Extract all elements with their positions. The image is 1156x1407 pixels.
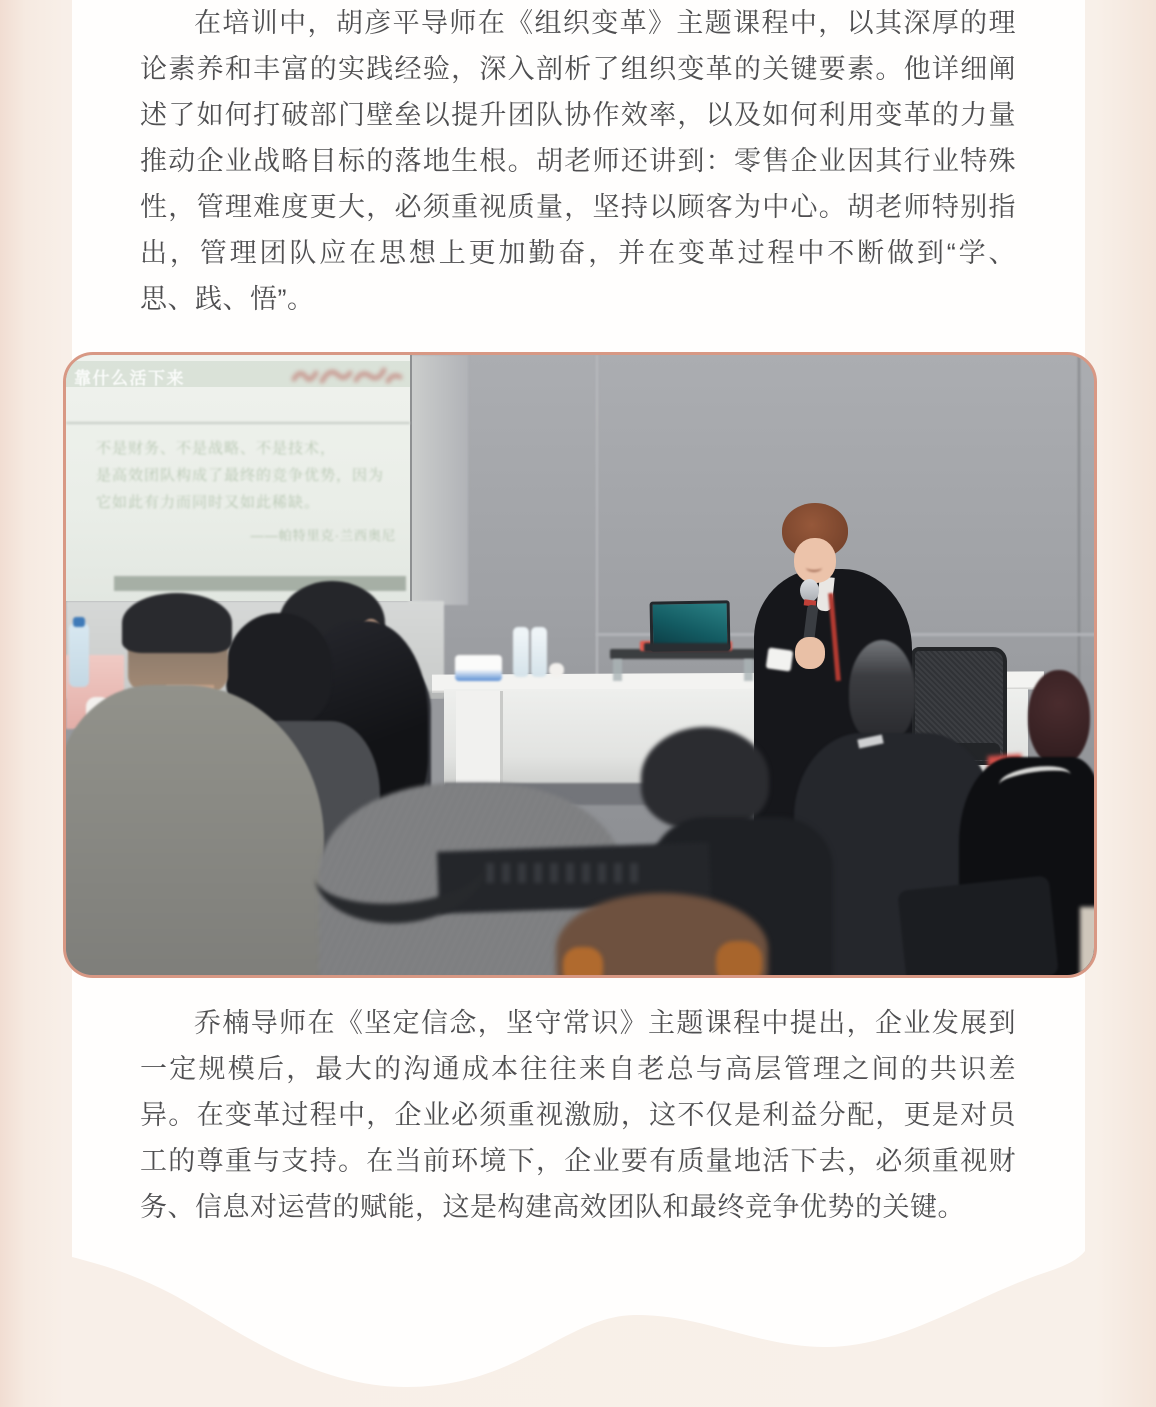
slide-quote-line: 它如此有力而同时又如此稀缺。 (96, 494, 321, 511)
laptop-base (644, 643, 730, 652)
slide-title: 靠什么活下来 (74, 369, 185, 388)
paragraph-line: 一定规模后，最大的沟通成本往往来自老总与高层管理之间的共识差 (140, 1054, 1016, 1084)
paragraph-line: 在培训中，胡彦平导师在《组织变革》主题课程中，以其深厚的理 (194, 8, 1016, 38)
paragraph-line: 务、信息对运营的赋能，这是构建高效团队和最终竞争优势的关键。 (140, 1192, 965, 1222)
office-chair-bottom-right (897, 875, 1059, 978)
audience-hair-undercut (122, 593, 232, 653)
tissue-box (455, 655, 502, 681)
speaker-hand (795, 637, 825, 669)
paragraph-line: 乔楠导师在《坚定信念，坚守常识》主题课程中提出，企业发展到 (194, 1008, 1016, 1038)
slide-quote-line: 不是财务、不是战略、不是技术， (96, 440, 337, 457)
orange-collar (563, 947, 603, 978)
paragraph-line: 工的尊重与支持。在当前环境下，企业要有质量地活下去，必须重视财 (140, 1146, 1016, 1176)
paragraph-line: 出，管理团队应在思想上更加勤奋，并在变革过程中不断做到“学、 (140, 238, 1016, 268)
lecturer-desk-leg (456, 691, 503, 785)
card-bottom-wave (0, 1247, 1156, 1407)
laptop-riser-leg (613, 659, 622, 681)
audience-head-gray-hair (849, 640, 915, 742)
speaker-face (794, 538, 836, 583)
paragraph-line: 推动企业战略目标的落地生根。胡老师还讲到：零售企业因其行业特殊 (140, 146, 1016, 176)
wall-light-strip (408, 355, 468, 605)
paragraph-2 (140, 1000, 1016, 1230)
audience-beige-shoulder (1080, 907, 1097, 978)
water-bottle (513, 627, 529, 677)
speaker-microphone-head (800, 579, 819, 602)
speaker-badge (766, 647, 794, 671)
paragraph-line: 性，管理难度更大，必须重视质量，坚持以顾客为中心。胡老师特别指 (140, 192, 1016, 222)
projection-screen (66, 355, 412, 601)
speaker-smile (806, 563, 822, 572)
paragraph-line: 论素养和丰富的实践经验，深入剖析了组织变革的关键要素。他详细阐 (140, 54, 1016, 84)
paragraph-line: 述了如何打破部门壁垒以提升团队协作效率，以及如何利用变革的力量 (140, 100, 1016, 130)
paragraph-line: 思、践、悟”。 (140, 284, 315, 314)
classroom-photo[interactable] (63, 352, 1097, 978)
audience-head-center (641, 727, 769, 829)
keyboard-glints (486, 863, 646, 883)
orange-collar (716, 941, 762, 978)
paper-cup (549, 663, 564, 677)
slide-divider (66, 422, 410, 424)
water-bottle (69, 623, 89, 687)
laptop-riser-leg (744, 659, 753, 681)
water-bottle-cap (73, 617, 85, 627)
slide-quote-line: 是高效团队构成了最终的竞争优势，因为 (96, 467, 385, 484)
slide-watermark (288, 363, 404, 389)
water-bottle (531, 627, 547, 677)
audience-head-hoodie (1028, 670, 1090, 766)
paragraph-1 (140, 0, 1016, 322)
paragraph-line: 异。在变革过程中，企业必须重视激励，这不仅是利益分配，更是对员 (140, 1100, 1016, 1130)
slide-attribution: ——帕特里克·兰西奥尼 (250, 528, 396, 543)
